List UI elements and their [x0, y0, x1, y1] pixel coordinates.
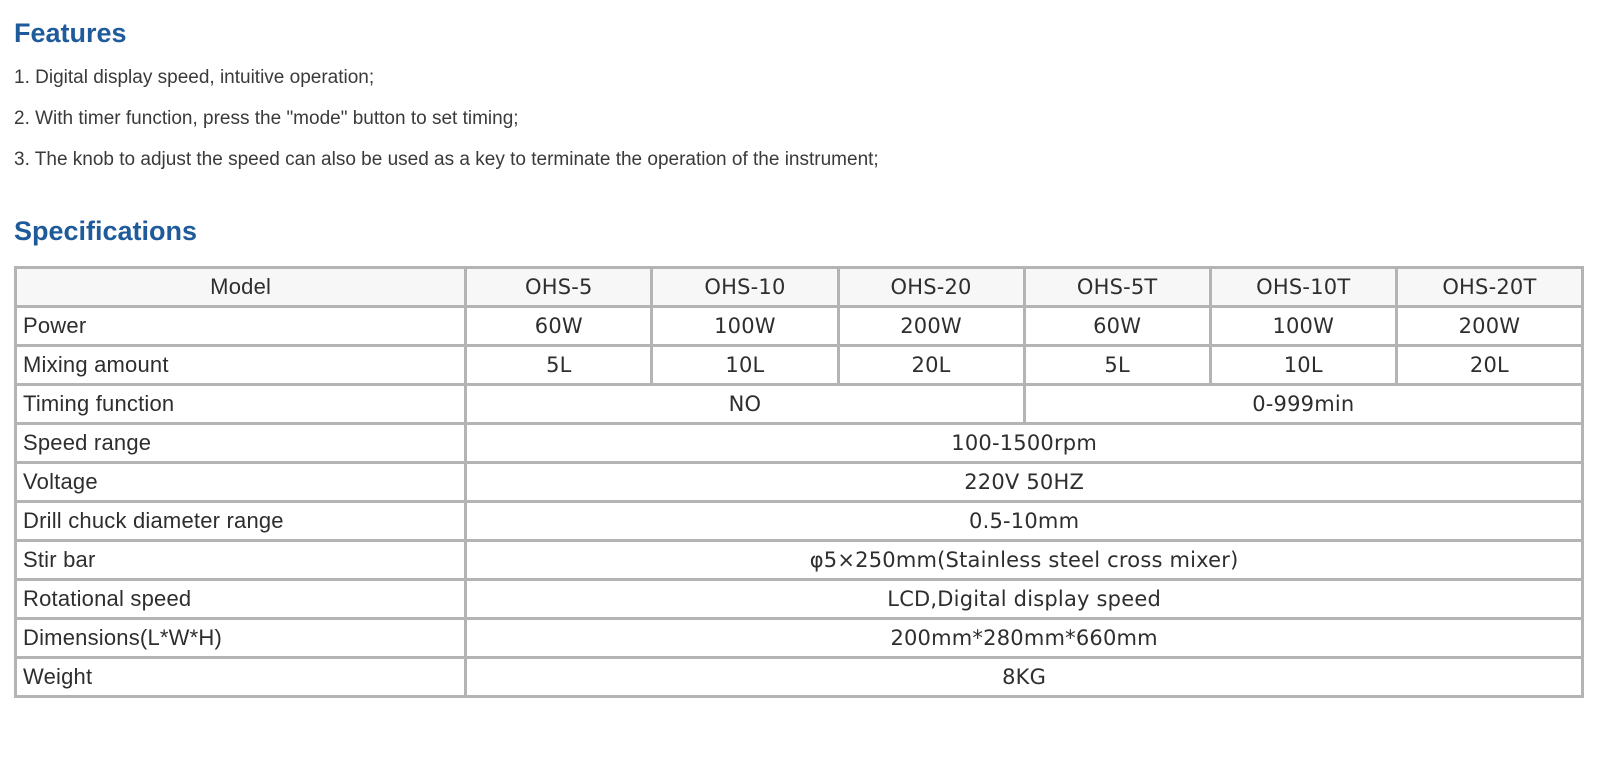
- value-cell: 5L: [1024, 346, 1210, 385]
- model-cell: OHS-10: [652, 268, 838, 307]
- value-cell: 200mm*280mm*660mm: [466, 619, 1583, 658]
- table-row-timing-function: [16, 385, 1583, 424]
- row-label: Power: [16, 307, 466, 346]
- table-row-dimensions: [16, 619, 1583, 658]
- value-cell: 8KG: [466, 658, 1583, 697]
- model-cell: OHS-20T: [1396, 268, 1582, 307]
- row-label: Timing function: [16, 385, 466, 424]
- model-header-cell: Model: [16, 268, 466, 307]
- value-cell: NO: [466, 385, 1024, 424]
- value-cell: 200W: [1396, 307, 1582, 346]
- value-cell: 20L: [1396, 346, 1582, 385]
- value-cell: 0.5-10mm: [466, 502, 1583, 541]
- row-label: Dimensions(L*W*H): [16, 619, 466, 658]
- table-row-speed-range: [16, 424, 1583, 463]
- table-row-mixing-amount: [16, 346, 1583, 385]
- row-label: Voltage: [16, 463, 466, 502]
- table-header-row: [16, 268, 1583, 307]
- table-row-rotational-speed: [16, 580, 1583, 619]
- specifications-heading: Specifications: [14, 216, 198, 246]
- specifications-table: [14, 266, 1584, 698]
- value-cell: 100-1500rpm: [466, 424, 1583, 463]
- table-row-voltage: [16, 463, 1583, 502]
- row-label: Speed range: [16, 424, 466, 463]
- row-label: Mixing amount: [16, 346, 466, 385]
- value-cell: 5L: [466, 346, 652, 385]
- value-cell: φ5×250mm(Stainless steel cross mixer): [466, 541, 1583, 580]
- model-cell: OHS-10T: [1210, 268, 1396, 307]
- table-row-power: [16, 307, 1583, 346]
- feature-item: 1. Digital display speed, intuitive operation;: [14, 67, 375, 88]
- feature-item: 2. With timer function, press the "mode" button to set timing;: [14, 108, 519, 129]
- model-cell: OHS-5: [466, 268, 652, 307]
- model-cell: OHS-20: [838, 268, 1024, 307]
- row-label: Drill chuck diameter range: [16, 502, 466, 541]
- value-cell: 100W: [652, 307, 838, 346]
- row-label: Rotational speed: [16, 580, 466, 619]
- value-cell: 10L: [652, 346, 838, 385]
- table-row-weight: [16, 658, 1583, 697]
- value-cell: 220V 50HZ: [466, 463, 1583, 502]
- table-row-stir-bar: [16, 541, 1583, 580]
- value-cell: 60W: [466, 307, 652, 346]
- row-label: Stir bar: [16, 541, 466, 580]
- row-label: Weight: [16, 658, 466, 697]
- table-row-chuck-range: [16, 502, 1583, 541]
- features-heading: Features: [14, 18, 127, 48]
- value-cell: 100W: [1210, 307, 1396, 346]
- value-cell: 20L: [838, 346, 1024, 385]
- value-cell: LCD,Digital display speed: [466, 580, 1583, 619]
- value-cell: 0-999min: [1024, 385, 1582, 424]
- value-cell: 60W: [1024, 307, 1210, 346]
- feature-item: 3. The knob to adjust the speed can also be used as a key to terminate the operation of the instrument;: [14, 149, 879, 170]
- model-cell: OHS-5T: [1024, 268, 1210, 307]
- value-cell: 200W: [838, 307, 1024, 346]
- value-cell: 10L: [1210, 346, 1396, 385]
